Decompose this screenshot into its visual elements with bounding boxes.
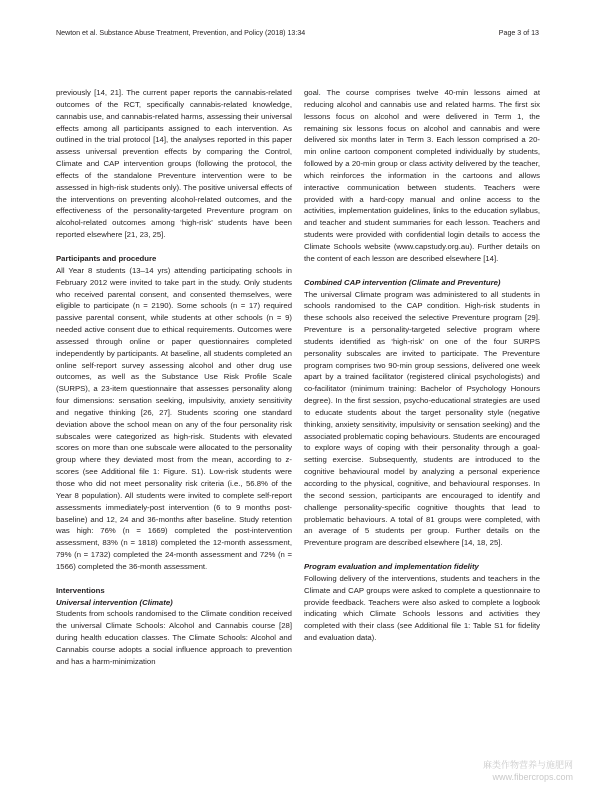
combined-cap-paragraph: The universal Climate program was administered to all students in schools randomised to the CAP condition. High-risk students in these schools also received the selective Preventure program [29]. Preventure is a personality-targeted selective program where students identified as ‘high-risk’ on one of the four SURPS personality subscales are invited to participate. The Preventure program comprises two 90-min group sessions, delivered one week apart by a trained facilitator (registered clinical psychologists) and co-facilitator (minimum training: Bachelor of Psychology Honours degree). In the first session, psycho-educational strategies are used to educate students about the target personality style (negative thinking, anxiety sensitivity, impulsivity or sensation seeking) and the associated problematic coping behaviours. Students are encouraged to explore ways of coping with their personality through a goal-setting exercise. Subsequently, students are introduced to the cognitive behavioural model by analyzing a personal experience according to the physical, cognitive, and behavioural responses. In the second session, participants are encouraged to identify and challenge personality-specific cognitive thoughts that lead to problematic behaviours. A total of 81 groups were completed, with an average of 5 students per group. Further details on the Preventure program are described elsewhere [14, 18, 25]. [304, 289, 540, 548]
universal-intervention-subheading: Universal intervention (Climate) [56, 597, 173, 607]
watermark-title: 麻类作物营养与施肥网 [482, 760, 573, 770]
page-number: Page 3 of 13 [498, 29, 539, 37]
universal-intervention-paragraph: Students from schools randomised to the Climate condition received the universal Climate Schools: Alcohol and Cannabis course [28] during health education classes. The Climate Schools: Alcohol and Cannabis course adopts a social influence approach to prevention and has a harm-minimization [56, 609, 292, 666]
interventions-heading: Interventions [56, 585, 105, 595]
participants-heading: Participants and procedure [56, 253, 157, 263]
program-evaluation-paragraph: Following delivery of the interventions, students and teachers in the Climate and CAP groups were asked to complete a questionnaire to provide feedback. Teachers were also asked to complete a logbook indicating which Climate Schools lessons and activities they completed with their class (see Additional file 1: Table S1 for fidelity and evaluation data). [304, 573, 540, 643]
site-watermark [423, 759, 573, 783]
running-header [56, 29, 539, 41]
program-evaluation-subheading: Program evaluation and implementation fidelity [304, 562, 479, 572]
right-column [304, 87, 540, 644]
intro-paragraph: previously [14, 21]. The current paper reports the cannabis-related outcomes of the RCT, specifically cannabis-related knowledge, cannabis use, and cannabis-related harms, assessing their universal effects among all participants assigned to each intervention. As outlined in the trial protocol [14], the analyses reported in this paper assess universal prevention effects by comparing the Control, Climate and CAP intervention groups (following the protocol, the effects of the standalone Preventure intervention were to be assessed in high-risk students only). The positive universal effects of the interventions on preventing alcohol-related outcomes, and the effectiveness of the personality-targeted Preventure program on alcohol-related outcomes among ‘high-risk’ students have been reported elsewhere [21, 23, 25]. [56, 88, 292, 240]
left-column [56, 87, 292, 668]
participants-paragraph: All Year 8 students (13–14 yrs) attending participating schools in February 2012 were invited to take part in the study. Only students who received parental consent, and consented themselves, were eligible to participate (n = 2190). Some schools (n = 17) required passive parental consent, while students at other schools (n = 9) needed active consent due to ethical requirements. Outcomes were assessed through online or paper questionnaires completed independently by participants. At baseline, all students completed an online self-report survey assessing alcohol and other drug use outcomes, as well as the Substance Use Risk Profile Scale (SURPS), a 23-item questionnaire that assesses personality along four dimensions: sensation seeking, impulsivity, anxiety sensitivity and negative thinking [26, 27]. Students scoring one standard deviation above the school mean on any of the four personality risk subscales were categorized as high-risk. Students with elevated scores on more than one subscale were allocated to the personality group where they deviated most from the mean, according to z-scores (see Additional file 1: Figure. S1). Low-risk students were those who did not meet personality risk criteria (i.e., 56.8% of the Year 8 population). All students were invited to complete self-report assessments immediately-post intervention (6 to 9 months post-baseline) and 12, 24 and 36-months after baseline. Study retention was high: 76% (n = 1669) completed the post-intervention assessment, 83% (n = 1818) completed the 12-month assessment, 79% (n = 1732) completed the 24-month assessment and 72% (n = 1566) completed the 36-month assessment. [56, 265, 292, 571]
combined-cap-subheading: Combined CAP intervention (Climate and Preventure) [304, 277, 501, 287]
climate-course-paragraph: goal. The course comprises twelve 40-min lessons aimed at reducing alcohol and cannabis use and related harms. The first six lessons focus on alcohol and were delivered in Term 1, the remaining six lessons focus on alcohol and cannabis and were delivered six months later in Term 3. Each lesson comprised a 20-min online cartoon component completed individually by students, followed by a 20-min group or class activity delivered by the teacher, which reinforces the information in the cartoons and allows interactive communication between students. Teachers were provided with a hard-copy manual and online access to the activities, implementation guidelines, links to the education syllabus, and teacher and student summaries for each lesson. Teachers and students were provided with confidential login details to access the Climate Schools website (www.capstudy.org.au). Further details on the content of each lesson are described elsewhere [14]. [304, 88, 540, 263]
watermark-url: www.fibercrops.com [492, 772, 573, 782]
running-head-citation: Newton et al. Substance Abuse Treatment, Prevention, and Policy (2018) 13:34 [56, 29, 306, 37]
